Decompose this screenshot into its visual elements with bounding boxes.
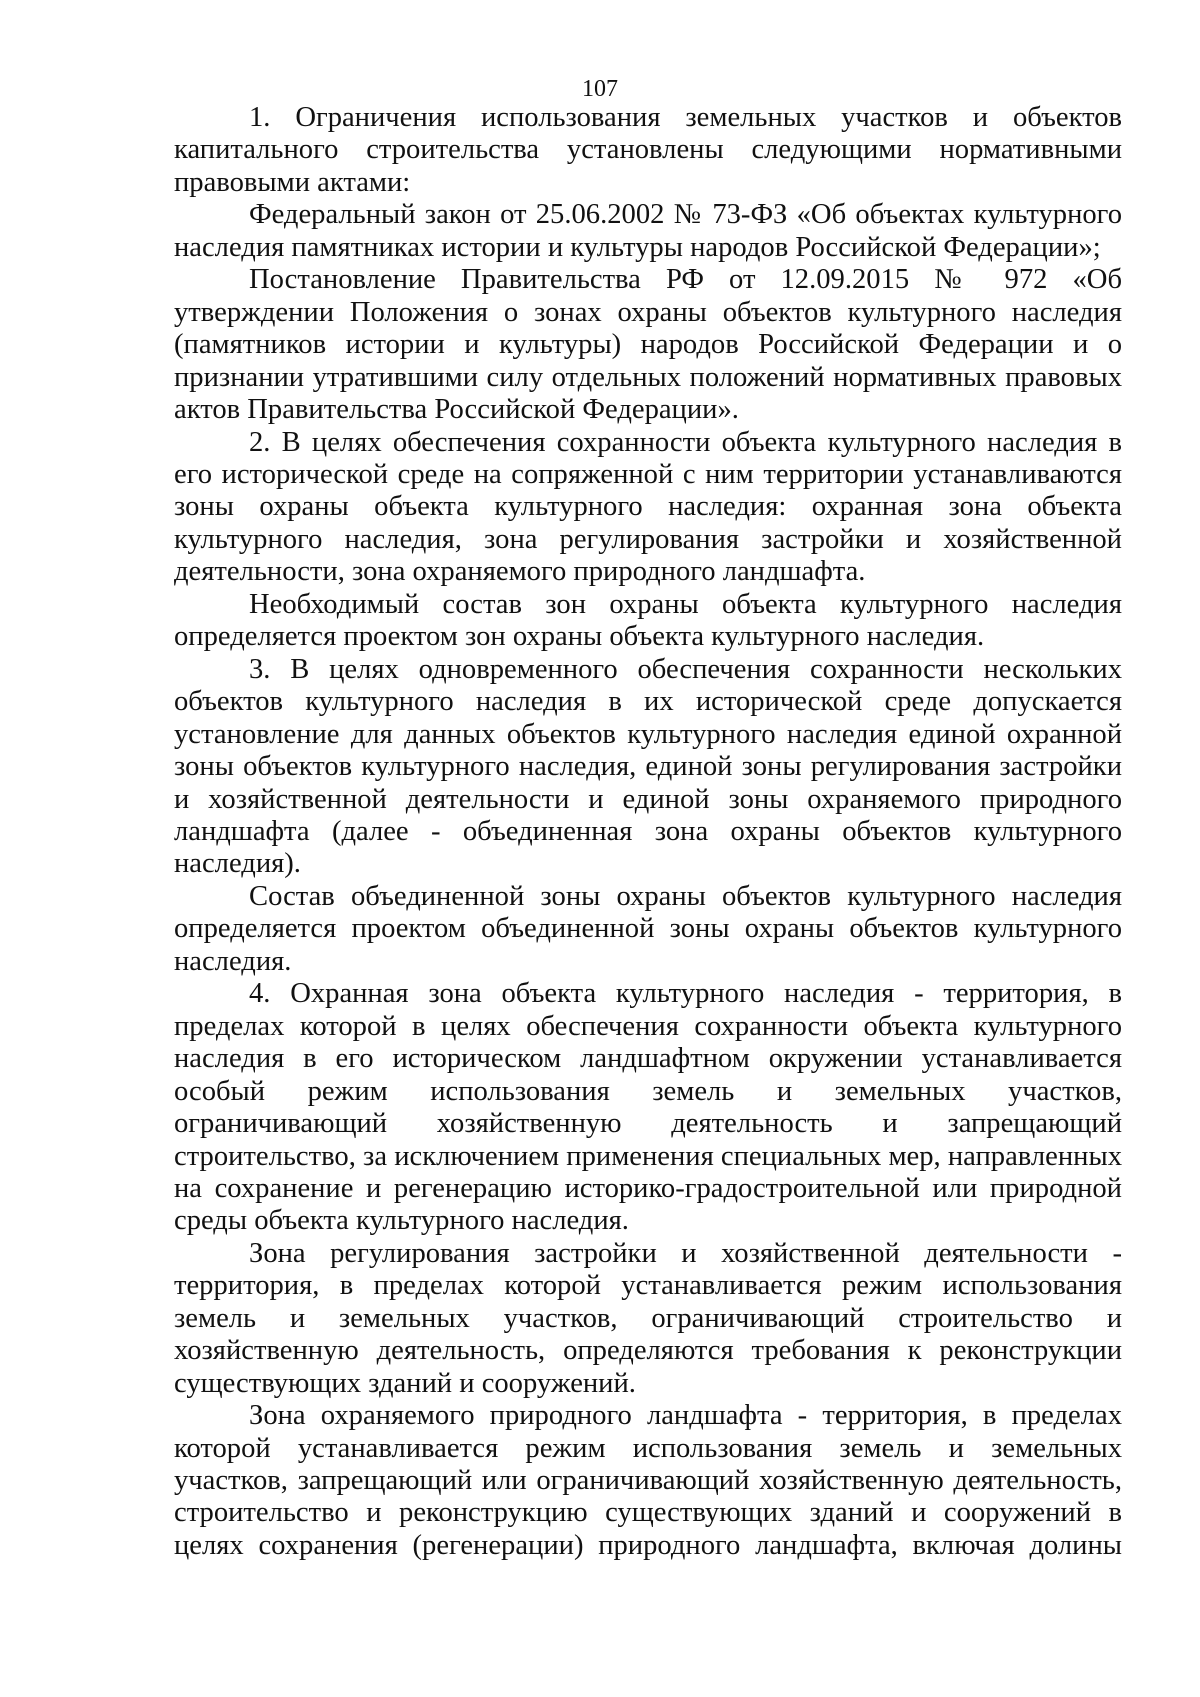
paragraph-4: 2. В целях обеспечения сохранности объекта культурного наследия в его исторической среде на сопряженной с ним территории устанавливаются зоны охраны объекта культурного наследия: охранная зона объекта культурного наследия, зона регулирования застройки и хозяйственной деятельности, зона охраняемого природного ландшафта. bbox=[174, 426, 1122, 588]
paragraph-5: Необходимый состав зон охраны объекта культурного наследия определяется проектом зон охраны объекта культурного наследия. bbox=[174, 588, 1122, 653]
paragraph-9: Зона регулирования застройки и хозяйственной деятельности - территория, в пределах которой устанавливается режим использования земель и земельных участков, ограничивающий строительство и хозяйственную деятельность, определяются требования к реконструкции существующих зданий и сооружений. bbox=[174, 1237, 1122, 1399]
paragraph-1: 1. Ограничения использования земельных участков и объектов капитального строительства установлены следующими нормативными правовыми актами: bbox=[174, 102, 1122, 198]
paragraph-6: 3. В целях одновременного обеспечения сохранности нескольких объектов культурного наследия в их исторической среде допускается установление для данных объектов культурного наследия единой охранной зоны объектов культурного наследия, единой зоны регулирования застройки и хозяйственной деятельности и единой зоны охраняемого природного ландшафта (далее - объединенная зона охраны объектов культурного наследия). bbox=[174, 653, 1122, 880]
paragraph-2: Федеральный закон от 25.06.2002 № 73-ФЗ «Об объектах культурного наследия памятниках истории и культуры народов Российской Федерации»; bbox=[174, 199, 1122, 263]
paragraph-3: Постановление Правительства РФ от 12.09.2015 № 972 «Об утверждении Положения о зонах охраны объектов культурного наследия (памятников истории и культуры) народов Российской Федерации и о признании утратившими силу отдельных положений нормативных правовых актов Правительства Российской Федерации». bbox=[174, 264, 1122, 426]
document-body bbox=[174, 102, 1122, 1562]
paragraph-10: Зона охраняемого природного ландшафта - территория, в пределах которой устанавливается режим использования земель и земельных участков, запрещающий или ограничивающий хозяйственную деятельность, строительство и реконструкцию существующих зданий и сооружений в целях сохранения (регенерации) природного ландшафта, включая долины bbox=[174, 1400, 1122, 1561]
paragraph-7: Состав объединенной зоны охраны объектов культурного наследия определяется проектом объединенной зоны охраны объектов культурного наследия. bbox=[174, 880, 1122, 977]
page-number: 107 bbox=[582, 76, 618, 102]
paragraph-8: 4. Охранная зона объекта культурного наследия - территория, в пределах которой в целях обеспечения сохранности объекта культурного наследия в его историческом ландшафтном окружении устанавливается особый режим использования земель и земельных участков, ограничивающий хозяйственную деятельность и запрещающий строительство, за исключением применения специальных мер, направленных на сохранение и регенерацию историко-градостроительной или природной среды объекта культурного наследия. bbox=[174, 978, 1122, 1237]
